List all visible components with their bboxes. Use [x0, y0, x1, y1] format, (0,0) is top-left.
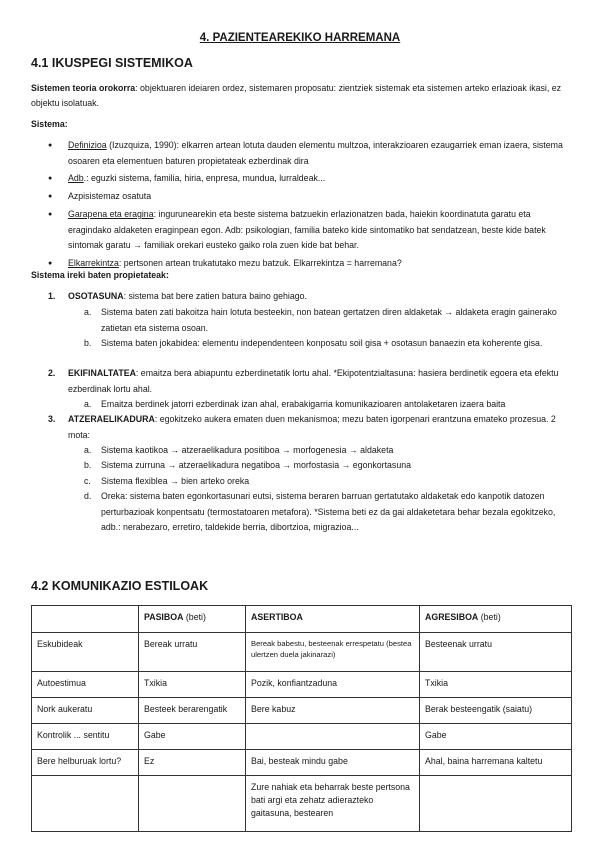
sistema-label: Sistema:	[31, 119, 68, 129]
prop-subitem: d. Oreka: sistema baten egonkortasunari eutsi, sistema beraren barruan gertatutako aldaketak edo kanpotik datozen perturbazioak konpentsatu (termostatoaren metafora). *Sistema beti ez da gai aldaketetara behar bezala egokitzeko, adb.: nerabezaro, erretiro, taldekide berria, dibortzioa, migrazioa...	[84, 491, 556, 533]
prop-item-atzeraelikadura: 3. ATZERAELIKADURA: egokitzeko aukera ematen duen mekanismoa; mezu baten igorpenari erantzuna emateko prozesua. 2 mota:	[48, 414, 556, 440]
table-header-cell	[32, 606, 139, 633]
document-title: 4. PAZIENTEAREKIKO HARREMANA	[199, 32, 401, 44]
table-row: Kontrolik ... sentitu Gabe Gabe	[32, 724, 572, 750]
table-header-cell: ASERTIBOA	[246, 606, 420, 633]
prop-subitem: c. Sistema flexiblea → bien arteko oreka	[84, 476, 250, 486]
prop-subitem: b. Sistema baten jokabidea: elementu independenteen konposatu soil gisa + osotasun banaezin eta koherente gisa.	[84, 338, 543, 348]
table-row: Eskubideak Bereak urratu Bereak babestu, besteenak errespetatu (bestea ulertzen duela jakinarazi) Besteenak urratu	[32, 633, 572, 672]
sistema-bullet-list	[48, 138, 573, 274]
table-row: Bere helburuak lortu? Ez Bai, besteak mindu gabe Ahal, baina harremana kaltetu	[32, 750, 572, 776]
bullet-item-adb: ● Adb.: eguzki sistema, familia, hiria, enpresa, mundua, lurraldeak...	[48, 171, 573, 187]
prop-item-ekifinaltatea: 2. EKIFINALTATEA: emaitza bera abiapuntu ezberdinetatik lortu ahal. *Ekipotentzialtasuna: hasiera berdinetik egoera eta efektu ezberdinak lortu ahal.	[48, 368, 559, 394]
prop-subitem: b. Sistema zurruna → atzeraelikadura negatiboa → morfostasia → egonkortasuna	[84, 460, 412, 470]
communication-styles-table	[31, 605, 572, 832]
intro-term: Sistemen teoria orokorra	[31, 83, 136, 93]
props-label: Sistema ireki baten propietateak:	[31, 270, 169, 280]
bullet-item-azpisistema: ● Azpisistemaz osatuta	[48, 189, 573, 205]
table-row: Autoestimua Txikia Pozik, konfiantzaduna Txikia	[32, 672, 572, 698]
bullet-item-elkarrekintza: ● Elkarrekintza: pertsonen artean trukatutako mezu batzuk. Elkarrekintza = harremana?	[48, 256, 573, 272]
intro-text: : objektuaren ideiaren ordez, sistemaren proposatu: zientziek sistemak eta sistemen arteko erlazioak ikasi, ez objektu isolatuak.	[31, 83, 562, 108]
prop-item-osotasuna: 1. OSOTASUNA: sistema bat bere zatien batura baino gehiago.	[48, 291, 307, 301]
prop-subitem: a. Sistema kaotikoa → atzeraelikadura positiboa → morfogenesia → aldaketa	[84, 445, 394, 455]
table-row: Nork aukeratu Besteek berarengatik Bere kabuz Berak besteengatik (saiatu)	[32, 698, 572, 724]
table-row: Zure nahiak eta beharrak beste pertsona bati argi eta zehatz adierazteko gaitasuna, bestearen	[32, 776, 572, 832]
bullet-item-definizioa: ● Definizioa (Izuzquiza, 1990): elkarren artean lotuta dauden elementu multzoa, interakzioaren ezaugarriek eman izaera, sistema osoaren eta elementuen baturen propietateak ezberdinak dira	[48, 138, 573, 169]
section-title-ikuspegi-sistemikoa: 4.1 IKUSPEGI SISTEMIKOA	[31, 56, 193, 70]
prop-subitem: a. Sistema baten zati bakoitza hain lotuta besteekin, non batean gertatzen diren aldaketak → aldaketa eragin gainerako zatietan eta sistema osoan.	[84, 307, 557, 333]
table-header-cell: PASIBOA (beti)	[139, 606, 246, 633]
section-title-komunikazio-estiloak: 4.2 KOMUNIKAZIO ESTILOAK	[31, 579, 209, 593]
intro-paragraph	[31, 81, 571, 111]
prop-subitem: a. Emaitza berdinek jatorri ezberdinak izan ahal, erabakigarria komunikazioaren antolaketaren izaera baita	[84, 399, 506, 409]
bullet-item-garapena: ● Garapena eta eragina: ingurunearekin eta beste sistema batzuekin erlazionatzen bada, haiekin koordinatuta garatu eta eragindako aldaketen eraginpean egon. Adb: psikologian, familia bateko kide sintomatiko bat sendatzean, beste kide batek sintomak garatu → familiak orekari eusteko gaiko rola zuen kide bat behar.	[48, 207, 573, 254]
table-header-cell: AGRESIBOA (beti)	[420, 606, 572, 633]
table-header-row	[32, 606, 572, 633]
